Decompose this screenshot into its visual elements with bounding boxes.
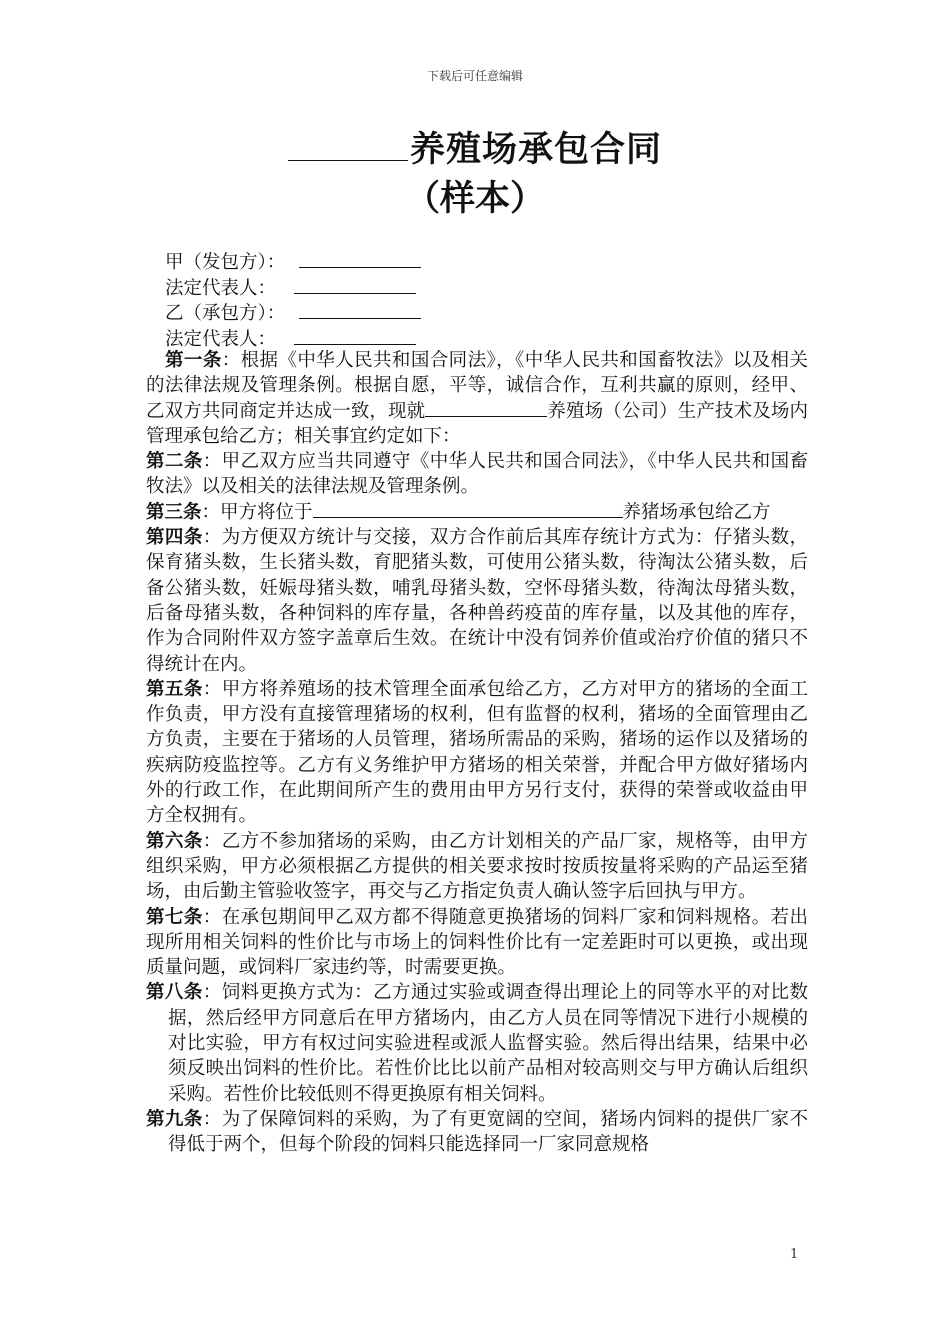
clause-4	[146, 525, 808, 677]
parties-block	[165, 250, 421, 352]
clause-4-text: ：为方便双方统计与交接，双方合作前后其库存统计方式为：仔猪头数，保育猪头数，生长猪头数，育肥猪头数，可使用公猪头数，待淘汰公猪头数，后备公猪头数，妊娠母猪头数，哺乳母猪头数，空怀母猪头数，待淘汰母猪头数，后备母猪头数，各种饲料的库存量，各种兽药疫苗的库存量，以及其他的库存，作为合同附件双方签字盖章后生效。在统计中没有饲养价值或治疗价值的猪只不得统计在内。	[146, 527, 808, 675]
clause-3	[146, 500, 808, 525]
header-note: 下载后可任意编辑	[426, 69, 523, 83]
clause-7-label: 第七条	[146, 906, 203, 928]
clause-3-label: 第三条	[146, 501, 202, 523]
party-a-label: 甲（发包方）：	[165, 252, 286, 273]
clause-6-text: ：乙方不参加猪场的采购，由乙方计划相关的产品厂家，规格等，由甲方组织采购，甲方必须根据乙方提供的相关要求按时按质按量将采购的产品运至猪场，由后勤主管验收签字，再交与乙方指定负责人确认签字后回执与甲方。	[146, 830, 808, 903]
clause-1-blank	[425, 399, 547, 417]
clause-5	[146, 677, 808, 829]
clause-8	[146, 980, 808, 1106]
party-a-rep-row	[165, 276, 421, 302]
clause-4-label: 第四条	[146, 527, 203, 549]
clause-1-text: ：根据《中华人民共和国合同法》，《中华人民共和国畜牧法》以及相关的法律法规及管理条例。根据自愿，平等，诚信合作，互利共赢的原则，经甲、乙双方共同商定并达成一致，现就	[146, 350, 808, 422]
clause-8-text: ：饲料更换方式为：乙方通过实验或调查得出理论上的同等水平的对比数据，然后经甲方同意后在甲方猪场内，由乙方人员在同等情况下进行小规模的对比实验，甲方有权过问实验进程或派人监督实验。然后得出结果，结果中必须反映出饲料的性价比。若性价比比以前产品相对较高则交与甲方确认后组织采购。若性价比较低则不得更换原有相关饲料。	[168, 982, 808, 1105]
clause-3-text2: 养猪场承包给乙方	[622, 501, 771, 523]
party-b-blank	[299, 302, 421, 319]
clause-2-label: 第二条	[146, 451, 203, 473]
clause-9	[146, 1107, 808, 1158]
clause-7	[146, 905, 808, 981]
contract-subtitle: （样本）	[404, 178, 545, 219]
party-b-label: 乙（承包方）：	[165, 303, 286, 324]
clause-3-text: ：甲方将位于	[201, 501, 313, 523]
clause-5-text: ：甲方将养殖场的技术管理全面承包给乙方，乙方对甲方的猪场的全面工作负责，甲方没有直接管理猪场的权利，但有监督的权利，猪场的全面管理由乙方负责，主要在于猪场的人员管理，猪场所需品的采购，猪场的运作以及猪场的疾病防疫监控等。乙方有义务维护甲方猪场的相关荣誉，并配合甲方做好猪场内外的行政工作，在此期间所产生的费用由甲方另行支付，获得的荣誉或收益由甲方全权拥有。	[146, 678, 808, 827]
page-number: 1	[790, 1247, 799, 1262]
clause-8-label: 第八条	[146, 982, 203, 1004]
clause-6	[146, 829, 808, 905]
party-a-row	[165, 250, 421, 276]
party-a-rep-blank	[294, 277, 416, 294]
party-a-blank	[299, 251, 421, 268]
clause-2-text: ：甲乙双方应当共同遵守《中华人民共和国合同法》，《中华人民共和国畜牧法》以及相关的法律法规及管理条例。	[146, 451, 808, 498]
title-text: 养殖场承包合同	[409, 129, 662, 170]
party-a-rep-label: 法定代表人：	[165, 277, 277, 299]
party-b-rep-blank	[294, 328, 416, 345]
clause-7-text: ：在承包期间甲乙双方都不得随意更换猪场的饲料厂家和饲料规格。若出现所用相关饲料的性价比与市场上的饲料性价比有一定差距时可以更换，或出现质量问题，或饲料厂家违约等，时需要更换。	[146, 906, 808, 979]
clause-1-label: 第一条	[165, 350, 222, 371]
clause-9-text: ：为了保障饲料的采购，为了有更宽阔的空间，猪场内饲料的提供厂家不得低于两个，但每个阶段的饲料只能选择同一厂家同意规格	[168, 1108, 808, 1156]
contract-body	[146, 348, 808, 1158]
contract-title	[0, 128, 950, 172]
clause-5-label: 第五条	[146, 678, 203, 700]
clause-1	[146, 348, 808, 449]
party-b-row	[165, 301, 421, 327]
clause-3-blank	[313, 500, 623, 518]
clause-1-text2: 养殖场（公司）生产技术及场内管理承包给乙方；相关事宜约定如下：	[146, 400, 808, 447]
clause-9-label: 第九条	[146, 1108, 203, 1130]
party-b-rep-label: 法定代表人：	[165, 328, 277, 350]
title-blank	[288, 130, 408, 161]
clause-6-label: 第六条	[146, 830, 203, 852]
clause-2	[146, 449, 808, 500]
